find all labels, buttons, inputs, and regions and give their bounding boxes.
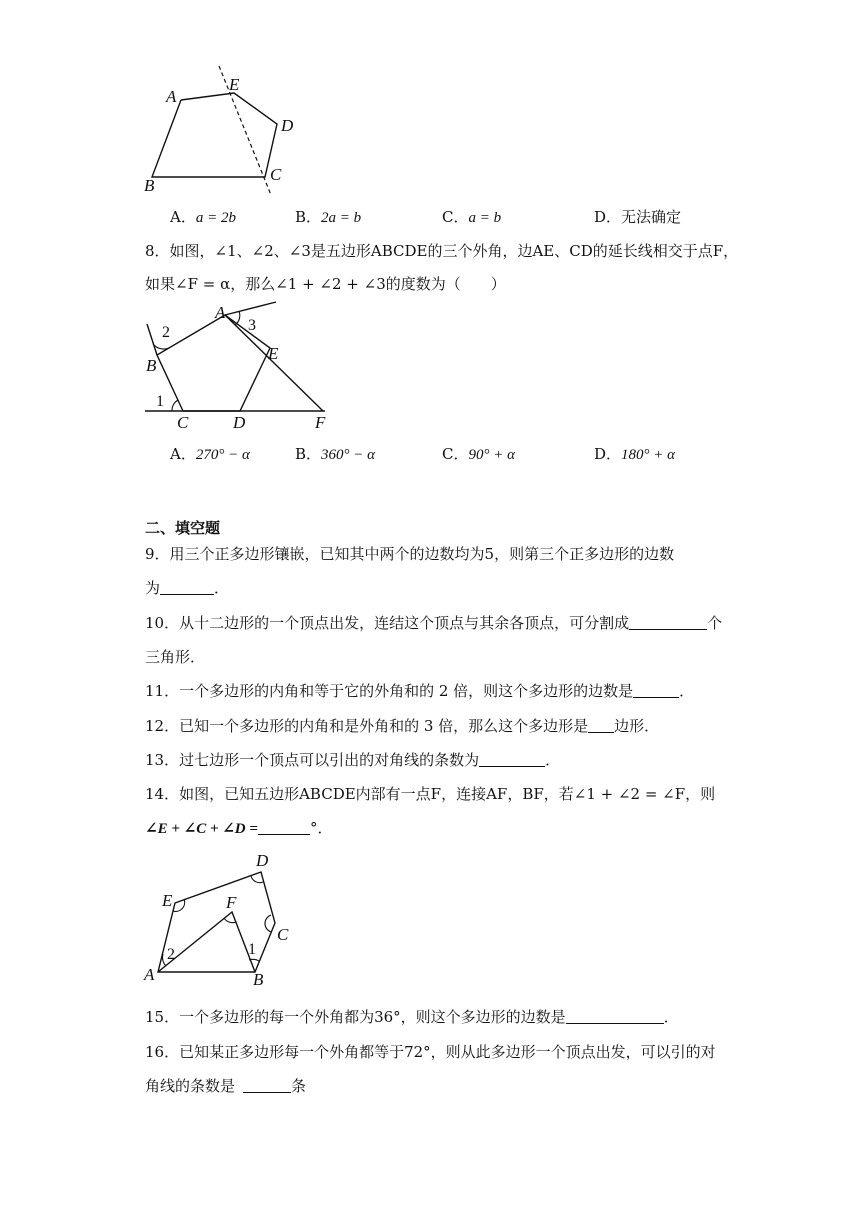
q8-label-a: A bbox=[215, 303, 226, 322]
q13-question: 13．过七边形一个顶点可以引出的对角线的条数为 ． bbox=[145, 751, 561, 769]
q14-answer-blank[interactable] bbox=[258, 818, 310, 835]
q8-label-b: B bbox=[146, 356, 157, 375]
q12-answer-blank[interactable] bbox=[588, 716, 614, 733]
q16-question-line1: 16．已知某正多边形每一个外角都等于72°，则从此多边形一个顶点出发，可以引的对 bbox=[145, 1043, 716, 1061]
section-title-fill-in: 二、填空题 bbox=[145, 519, 221, 537]
q15-question: 15．一个多边形的每一个外角都为36°，则这个多边形的边数是 ． bbox=[145, 1008, 679, 1026]
q8-option-b[interactable]: B．360° − α bbox=[295, 445, 376, 463]
q13-answer-blank[interactable] bbox=[479, 750, 545, 767]
q14-label-a: A bbox=[144, 965, 155, 984]
q7-label-c: C bbox=[270, 165, 282, 184]
q7-label-a: A bbox=[166, 87, 177, 106]
q14-angle-2-arc bbox=[162, 954, 166, 966]
q14-label-d: D bbox=[256, 851, 269, 870]
q7-label-b: B bbox=[144, 176, 155, 195]
q10-answer-blank[interactable] bbox=[629, 613, 707, 630]
q8-option-c[interactable]: C．90° + α bbox=[442, 445, 515, 463]
q14-label-b: B bbox=[253, 970, 264, 988]
q8-option-a[interactable]: A．270° − α bbox=[170, 445, 250, 463]
q7-option-c[interactable]: C．a = b bbox=[442, 208, 502, 226]
q14-question-line2: ∠E + ∠C + ∠D = °． bbox=[145, 819, 333, 837]
q8-label-e: E bbox=[268, 344, 279, 363]
q14-segments-af-bf bbox=[158, 912, 255, 972]
q11-answer-blank[interactable] bbox=[633, 681, 679, 698]
q10-question-line2: 三角形． bbox=[145, 648, 206, 666]
q14-label-e: E bbox=[162, 891, 173, 910]
q14-angle-d-arc bbox=[251, 876, 263, 883]
q14-label-2: 2 bbox=[167, 946, 175, 963]
q10-question-line1: 10．从十二边形的一个顶点出发，连结这个顶点与其余各顶点，可分割成 个 bbox=[145, 614, 723, 632]
q7-label-e: E bbox=[229, 75, 240, 94]
q8-question-line1: 8．如图，∠1、∠2、∠3是五边形ABCDE的三个外角，边AE、CD的延长线相交于点F， bbox=[145, 242, 739, 260]
q8-option-d[interactable]: D．180° + α bbox=[594, 445, 676, 463]
q14-figure bbox=[140, 848, 300, 988]
q8-extension-ba bbox=[225, 302, 276, 315]
q8-extension-bc bbox=[147, 324, 157, 355]
q9-question-line2: 为 ． bbox=[145, 579, 230, 597]
q7-option-a[interactable]: A．a = 2b bbox=[170, 208, 236, 226]
q8-extension-ae bbox=[225, 315, 323, 411]
q8-label-2: 2 bbox=[162, 324, 170, 341]
q8-question-line2: 如果∠F = α，那么∠1 + ∠2 + ∠3的度数为（ ） bbox=[145, 275, 506, 293]
q8-label-f: F bbox=[315, 413, 326, 432]
q9-question-line1: 9．用三个正多边形镶嵌，已知其中两个的边数均为5，则第三个正多边形的边数 bbox=[145, 545, 675, 563]
q7-label-d: D bbox=[281, 116, 294, 135]
q8-angle-1-arc bbox=[172, 400, 178, 411]
q8-label-d: D bbox=[233, 413, 246, 432]
q7-option-d[interactable]: D．无法确定 bbox=[594, 208, 682, 226]
q8-label-3: 3 bbox=[248, 317, 256, 334]
q8-figure bbox=[140, 300, 350, 435]
q14-label-f: F bbox=[226, 893, 237, 912]
q14-label-1: 1 bbox=[248, 941, 256, 958]
q7-option-b[interactable]: B．2a = b bbox=[295, 208, 362, 226]
q9-answer-blank[interactable] bbox=[160, 578, 214, 595]
q15-answer-blank[interactable] bbox=[566, 1007, 664, 1024]
q14-angle-c-arc bbox=[265, 915, 271, 932]
q12-question: 12．已知一个多边形的内角和是外角和的 3 倍，那么这个多边形是 边形． bbox=[145, 717, 660, 735]
q14-label-c: C bbox=[277, 925, 289, 944]
q7-figure bbox=[140, 60, 320, 195]
q11-question: 11．一个多边形的内角和等于它的外角和的 2 倍，则这个多边形的边数是 ． bbox=[145, 682, 695, 700]
q14-question-line1: 14．如图，已知五边形ABCDE内部有一点F，连接AF，BF，若∠1 + ∠2 = ∠F，则 bbox=[145, 785, 716, 803]
q16-answer-blank[interactable] bbox=[243, 1076, 291, 1093]
q16-question-line2: 角线的条数是 条 bbox=[145, 1077, 307, 1095]
q8-label-c: C bbox=[177, 413, 189, 432]
q8-label-1: 1 bbox=[156, 393, 164, 410]
